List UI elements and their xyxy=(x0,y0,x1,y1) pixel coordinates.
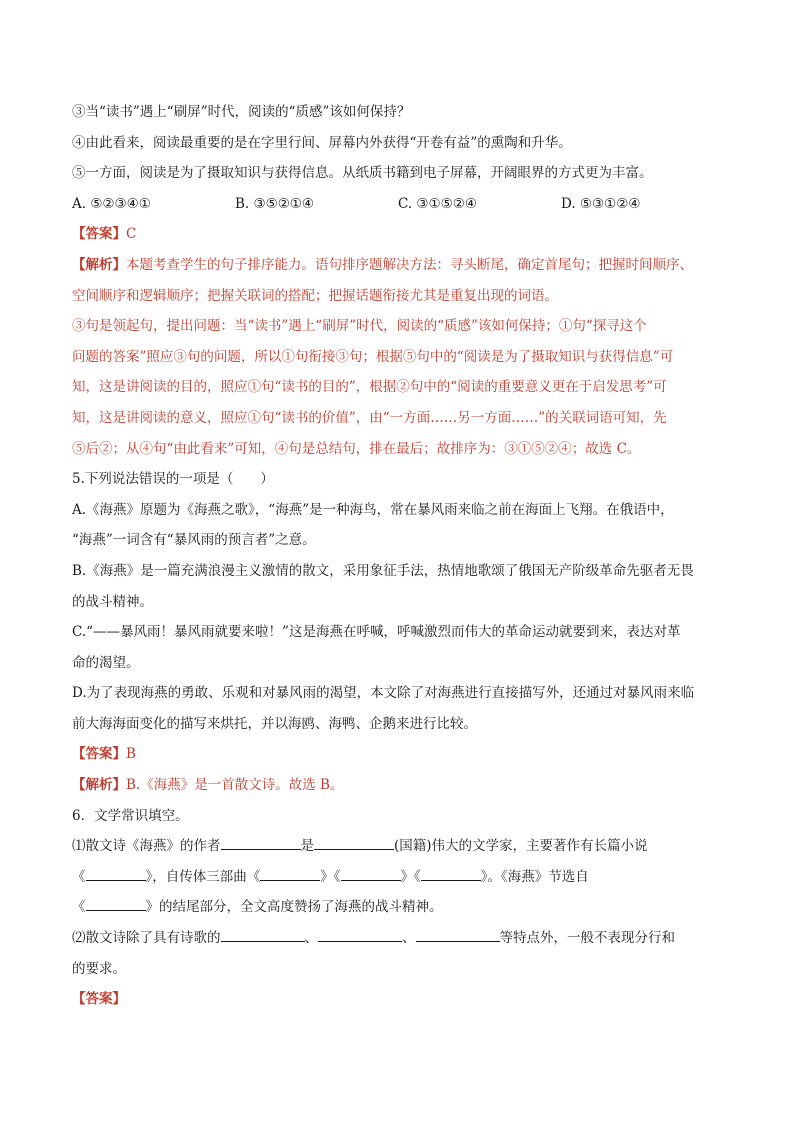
choice-a: A. ⑤②③④① xyxy=(72,195,151,212)
q5-analysis xyxy=(72,770,732,801)
fill-blank[interactable] xyxy=(314,835,394,850)
q6-text: 》《 xyxy=(320,868,341,885)
sentence-3: ③当“读书”遇上“刷屏”时代，阅读的“质感”该如何保持？ xyxy=(72,104,411,120)
analysis-text: 空间顺序和逻辑顺序；把握关联词的搭配；把握话题衔接尤其是重复出现的词语。 xyxy=(72,287,558,304)
answer-tag: 【答案】 xyxy=(72,991,126,1008)
fill-blank[interactable] xyxy=(341,866,401,881)
q6-answer xyxy=(72,984,732,1015)
q6-text: 》的结尾部分，全文高度赞扬了海燕的战斗精神。 xyxy=(145,899,443,916)
q5-option-d-cont: 前大海海面变化的描写来烘托，并以海鸥、海鸭、企鹅来进行比较。 xyxy=(72,715,477,732)
analysis-text: 知，这是讲阅读的意义，照应①句“读书的价值”，由“一方面……另一方面……”的关联词语可知，先 xyxy=(72,409,667,426)
q6-text: 等特点外，一般不表现分行和 xyxy=(499,930,675,947)
q6-text: ⑴散文诗《海燕》的作者 xyxy=(72,838,221,855)
analysis-text: ③句是领起句，提出问题：当“读书”遇上“刷屏”时代，阅读的“质感”该如何保持；①句“探寻这个 xyxy=(72,318,647,335)
sentence-4: ④由此看来，阅读最重要的是在字里行间、屏幕内外获得“开卷有益”的熏陶和升华。 xyxy=(72,134,572,151)
analysis-tag: 【解析】 xyxy=(72,777,126,794)
fill-blank[interactable] xyxy=(221,835,301,850)
fill-blank[interactable] xyxy=(421,866,481,881)
analysis-text: B.《海燕》是一首散文诗。故选 B。 xyxy=(126,777,344,794)
q6-text: 》。《海燕》节选自 xyxy=(480,868,589,885)
fill-blank[interactable] xyxy=(86,896,146,911)
q4-choices xyxy=(72,189,732,220)
document-content xyxy=(72,97,732,1015)
answer-tag: 【答案】 xyxy=(72,746,126,763)
q6-text: (国籍)伟大的文学家，主要著作有长篇小说 xyxy=(394,838,648,855)
q6-part1-line1 xyxy=(72,831,732,862)
analysis-tag: 【解析】 xyxy=(72,256,126,273)
q5-option-b-cont: 的战斗精神。 xyxy=(72,593,153,610)
q6-stem: 6．文学常识填空。 xyxy=(72,807,189,824)
q6-part2-line1 xyxy=(72,923,732,954)
q5-option-b: B.《海燕》是一篇充满浪漫主义激情的散文，采用象征手法，热情地歌颂了俄国无产阶级革命先驱者无畏 xyxy=(72,562,694,579)
q5-option-d: D.为了表现海燕的勇敢、乐观和对暴风雨的渴望，本文除了对海燕进行直接描写外，还通过对暴风雨来临 xyxy=(72,685,695,702)
analysis-text: 问题的答案”照应③句的问题，所以①句衔接③句；根据⑤句中的“阅读是为了摄取知识与获得信息”可 xyxy=(72,348,674,365)
q6-part2-line2: 的要求。 xyxy=(72,960,126,977)
q6-part1-line3 xyxy=(72,892,732,923)
q6-text: 《 xyxy=(72,899,86,916)
answer-tag: 【答案】 xyxy=(72,226,126,243)
q6-text: 是 xyxy=(300,838,314,855)
answer-value: C xyxy=(126,226,137,243)
choice-d: D. ⑤③①②④ xyxy=(561,195,641,212)
choice-b: B. ③⑤②①④ xyxy=(235,195,315,212)
q6-text: 、 xyxy=(402,930,416,947)
q4-analysis-line xyxy=(72,250,732,281)
choice-c: C. ③①⑤②④ xyxy=(398,195,477,212)
q5-stem: 5.下列说法错误的一项是（ ） xyxy=(72,471,274,488)
q6-text: 》《 xyxy=(400,868,421,885)
q6-text: 》，自传体三部曲《 xyxy=(145,868,261,885)
q6-part1-line2 xyxy=(72,862,732,893)
analysis-text: 知，这是讲阅读的目的，照应①句“读书的目的”，根据②句中的“阅读的重要意义更在于启发思考”可 xyxy=(72,379,667,396)
q5-option-c-cont: 命的渴望。 xyxy=(72,654,140,671)
sentence-5: ⑤一方面，阅读是为了摄取知识与获得信息。从纸质书籍到电子屏幕，开阔眼界的方式更为丰富。 xyxy=(72,165,653,182)
fill-blank[interactable] xyxy=(221,927,305,942)
analysis-text: 本题考查学生的句子排序能力。语句排序题解决方法：寻头断尾，确定首尾句；把握时间顺序、 xyxy=(126,256,693,273)
q6-text: 《 xyxy=(72,868,86,885)
q5-option-a-cont: “海燕”一词含有“暴风雨的预言者”之意。 xyxy=(72,532,316,549)
fill-blank[interactable] xyxy=(86,866,146,881)
q6-text: ⑵散文诗除了具有诗歌的 xyxy=(72,930,221,947)
fill-blank[interactable] xyxy=(318,927,402,942)
analysis-text: ⑤后②；从④句“由此看来”可知，④句是总结句，排在最后；故排序为：③①⑤②④；故选 C。 xyxy=(72,440,641,457)
q5-option-a: A.《海燕》原题为《海燕之歌》，“海燕”是一种海鸟，常在暴风雨来临之前在海面上飞翔。在俄语中， xyxy=(72,501,674,518)
q5-option-c: C.“——暴风雨！暴风雨就要来啦！”这是海燕在呼喊，呼喊激烈而伟大的革命运动就要到来，表达对革 xyxy=(72,624,681,641)
q5-answer xyxy=(72,739,732,770)
fill-blank[interactable] xyxy=(260,866,320,881)
fill-blank[interactable] xyxy=(416,927,500,942)
answer-value: B xyxy=(126,746,136,763)
q4-answer xyxy=(72,219,732,250)
q6-text: 、 xyxy=(304,930,318,947)
